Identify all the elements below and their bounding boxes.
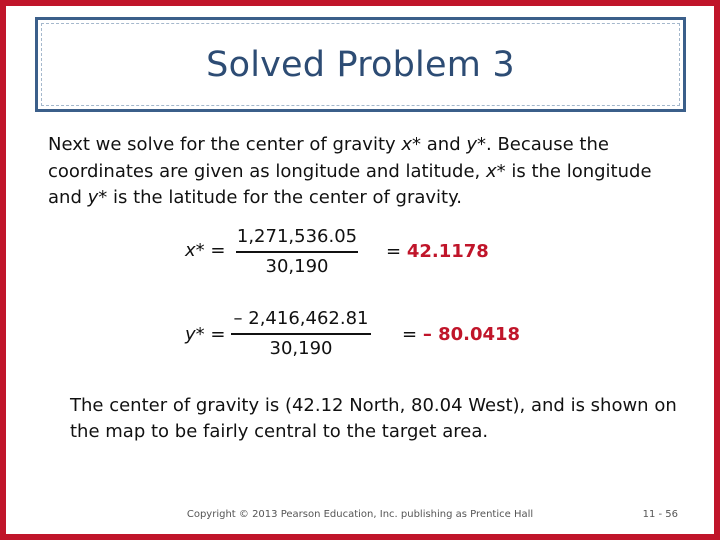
intro-text-3: . Because the coordinates are given as longitude and latitude, — [48, 134, 609, 182]
footer-copyright: Copyright © 2013 Pearson Education, Inc. publishing as Prentice Hall — [186, 509, 534, 520]
x-equation-label — [185, 240, 225, 261]
x-variable-2: x* — [485, 160, 506, 182]
y-variable: y* — [466, 134, 487, 155]
footer-page-number: 11 - 56 — [642, 509, 678, 520]
y-numerator: – 2,416,462.81 — [233, 308, 369, 329]
conclusion-paragraph: The center of gravity is (42.12 North, 80.04 West), and is shown on the map to be fairly central to the target area. — [70, 395, 677, 442]
y-equation-label — [185, 324, 225, 345]
y-equation-var: y* — [185, 324, 205, 345]
title-box — [35, 17, 686, 112]
y-equation-equals: = — [204, 324, 226, 345]
y-fraction-bar — [231, 333, 371, 335]
intro-text-1: Next we solve for the center of gravity — [48, 134, 402, 155]
y-result-prefix: = — [402, 324, 423, 345]
x-fraction-bar — [236, 251, 358, 253]
intro-text-5: is the latitude for the center of gravity. — [107, 187, 462, 208]
y-result — [402, 324, 520, 345]
x-result-prefix: = — [386, 241, 407, 262]
x-equation-var: x* — [185, 240, 205, 261]
x-result-value: 42.1178 — [406, 241, 489, 262]
y-result-value: – 80.0418 — [422, 324, 521, 345]
x-variable: x* — [401, 134, 422, 155]
x-fraction — [236, 225, 358, 279]
y-fraction — [231, 307, 371, 361]
intro-text-4: is the longitude and — [48, 160, 652, 208]
y-variable-2: y* — [87, 187, 108, 208]
x-denominator: 30,190 — [265, 256, 329, 277]
x-result — [386, 241, 489, 262]
y-denominator: 30,190 — [269, 338, 333, 359]
x-numerator: 1,271,536.05 — [236, 226, 358, 247]
intro-text-2: and — [421, 134, 467, 155]
x-equation-equals: = — [204, 240, 226, 261]
intro-paragraph — [48, 132, 688, 212]
slide-title: Solved Problem 3 — [206, 44, 515, 85]
